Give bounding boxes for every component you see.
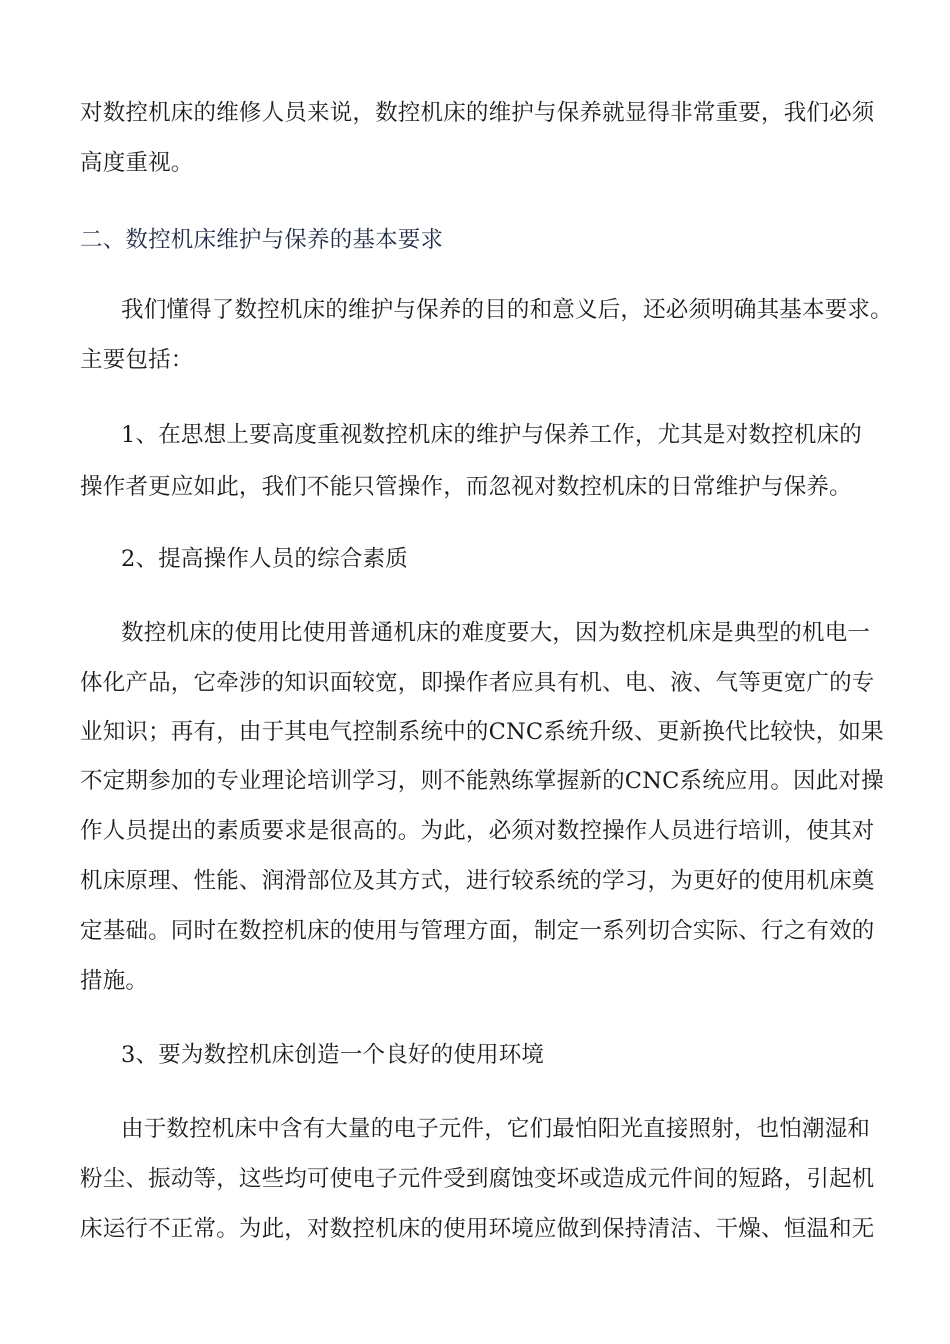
paragraph-4-line-2: 粉尘、振动等，这些均可使电子元件受到腐蚀变坏或造成元件间的短路，引起机 <box>80 1166 875 1192</box>
paragraph-2-line-1: 我们懂得了数控机床的维护与保养的目的和意义后，还必须明确其基本要求。 <box>121 297 893 323</box>
item-2-heading: 2、提高操作人员的综合素质 <box>121 546 408 572</box>
item-1-line-2: 操作者更应如此，我们不能只管操作，而忽视对数控机床的日常维护与保养。 <box>80 474 852 500</box>
paragraph-4-line-1: 由于数控机床中含有大量的电子元件，它们最怕阳光直接照射，也怕潮湿和 <box>121 1116 871 1142</box>
paragraph-1-line-2: 高度重视。 <box>80 150 194 176</box>
paragraph-3-line-8: 措施。 <box>80 968 149 994</box>
paragraph-2-line-2: 主要包括： <box>80 347 194 373</box>
item-1-line-1: 1、在思想上要高度重视数控机床的维护与保养工作，尤其是对数控机床的 <box>121 422 862 448</box>
paragraph-3-line-5: 作人员提出的素质要求是很高的。为此，必须对数控操作人员进行培训，使其对 <box>80 818 875 844</box>
paragraph-3-line-4: 不定期参加的专业理论培训学习，则不能熟练掌握新的CNC系统应用。因此对操 <box>80 768 884 794</box>
paragraph-3-line-6: 机床原理、性能、润滑部位及其方式，进行较系统的学习，为更好的使用机床奠 <box>80 868 875 894</box>
paragraph-3-line-7: 定基础。同时在数控机床的使用与管理方面，制定一系列切合实际、行之有效的 <box>80 918 875 944</box>
paragraph-3-line-3: 业知识；再有，由于其电气控制系统中的CNC系统升级、更新换代比较快，如果 <box>80 719 884 745</box>
paragraph-1-line-1: 对数控机床的维修人员来说，数控机床的维护与保养就显得非常重要，我们必须 <box>80 100 875 126</box>
paragraph-3-line-2: 体化产品，它牵涉的知识面较宽，即操作者应具有机、电、液、气等更宽广的专 <box>80 670 875 696</box>
section-heading: 二、数控机床维护与保养的基本要求 <box>80 227 444 253</box>
item-3-heading: 3、要为数控机床创造一个良好的使用环境 <box>121 1042 545 1068</box>
paragraph-4-line-3: 床运行不正常。为此，对数控机床的使用环境应做到保持清洁、干燥、恒温和无 <box>80 1216 875 1242</box>
paragraph-3-line-1: 数控机床的使用比使用普通机床的难度要大，因为数控机床是典型的机电一 <box>121 620 871 646</box>
